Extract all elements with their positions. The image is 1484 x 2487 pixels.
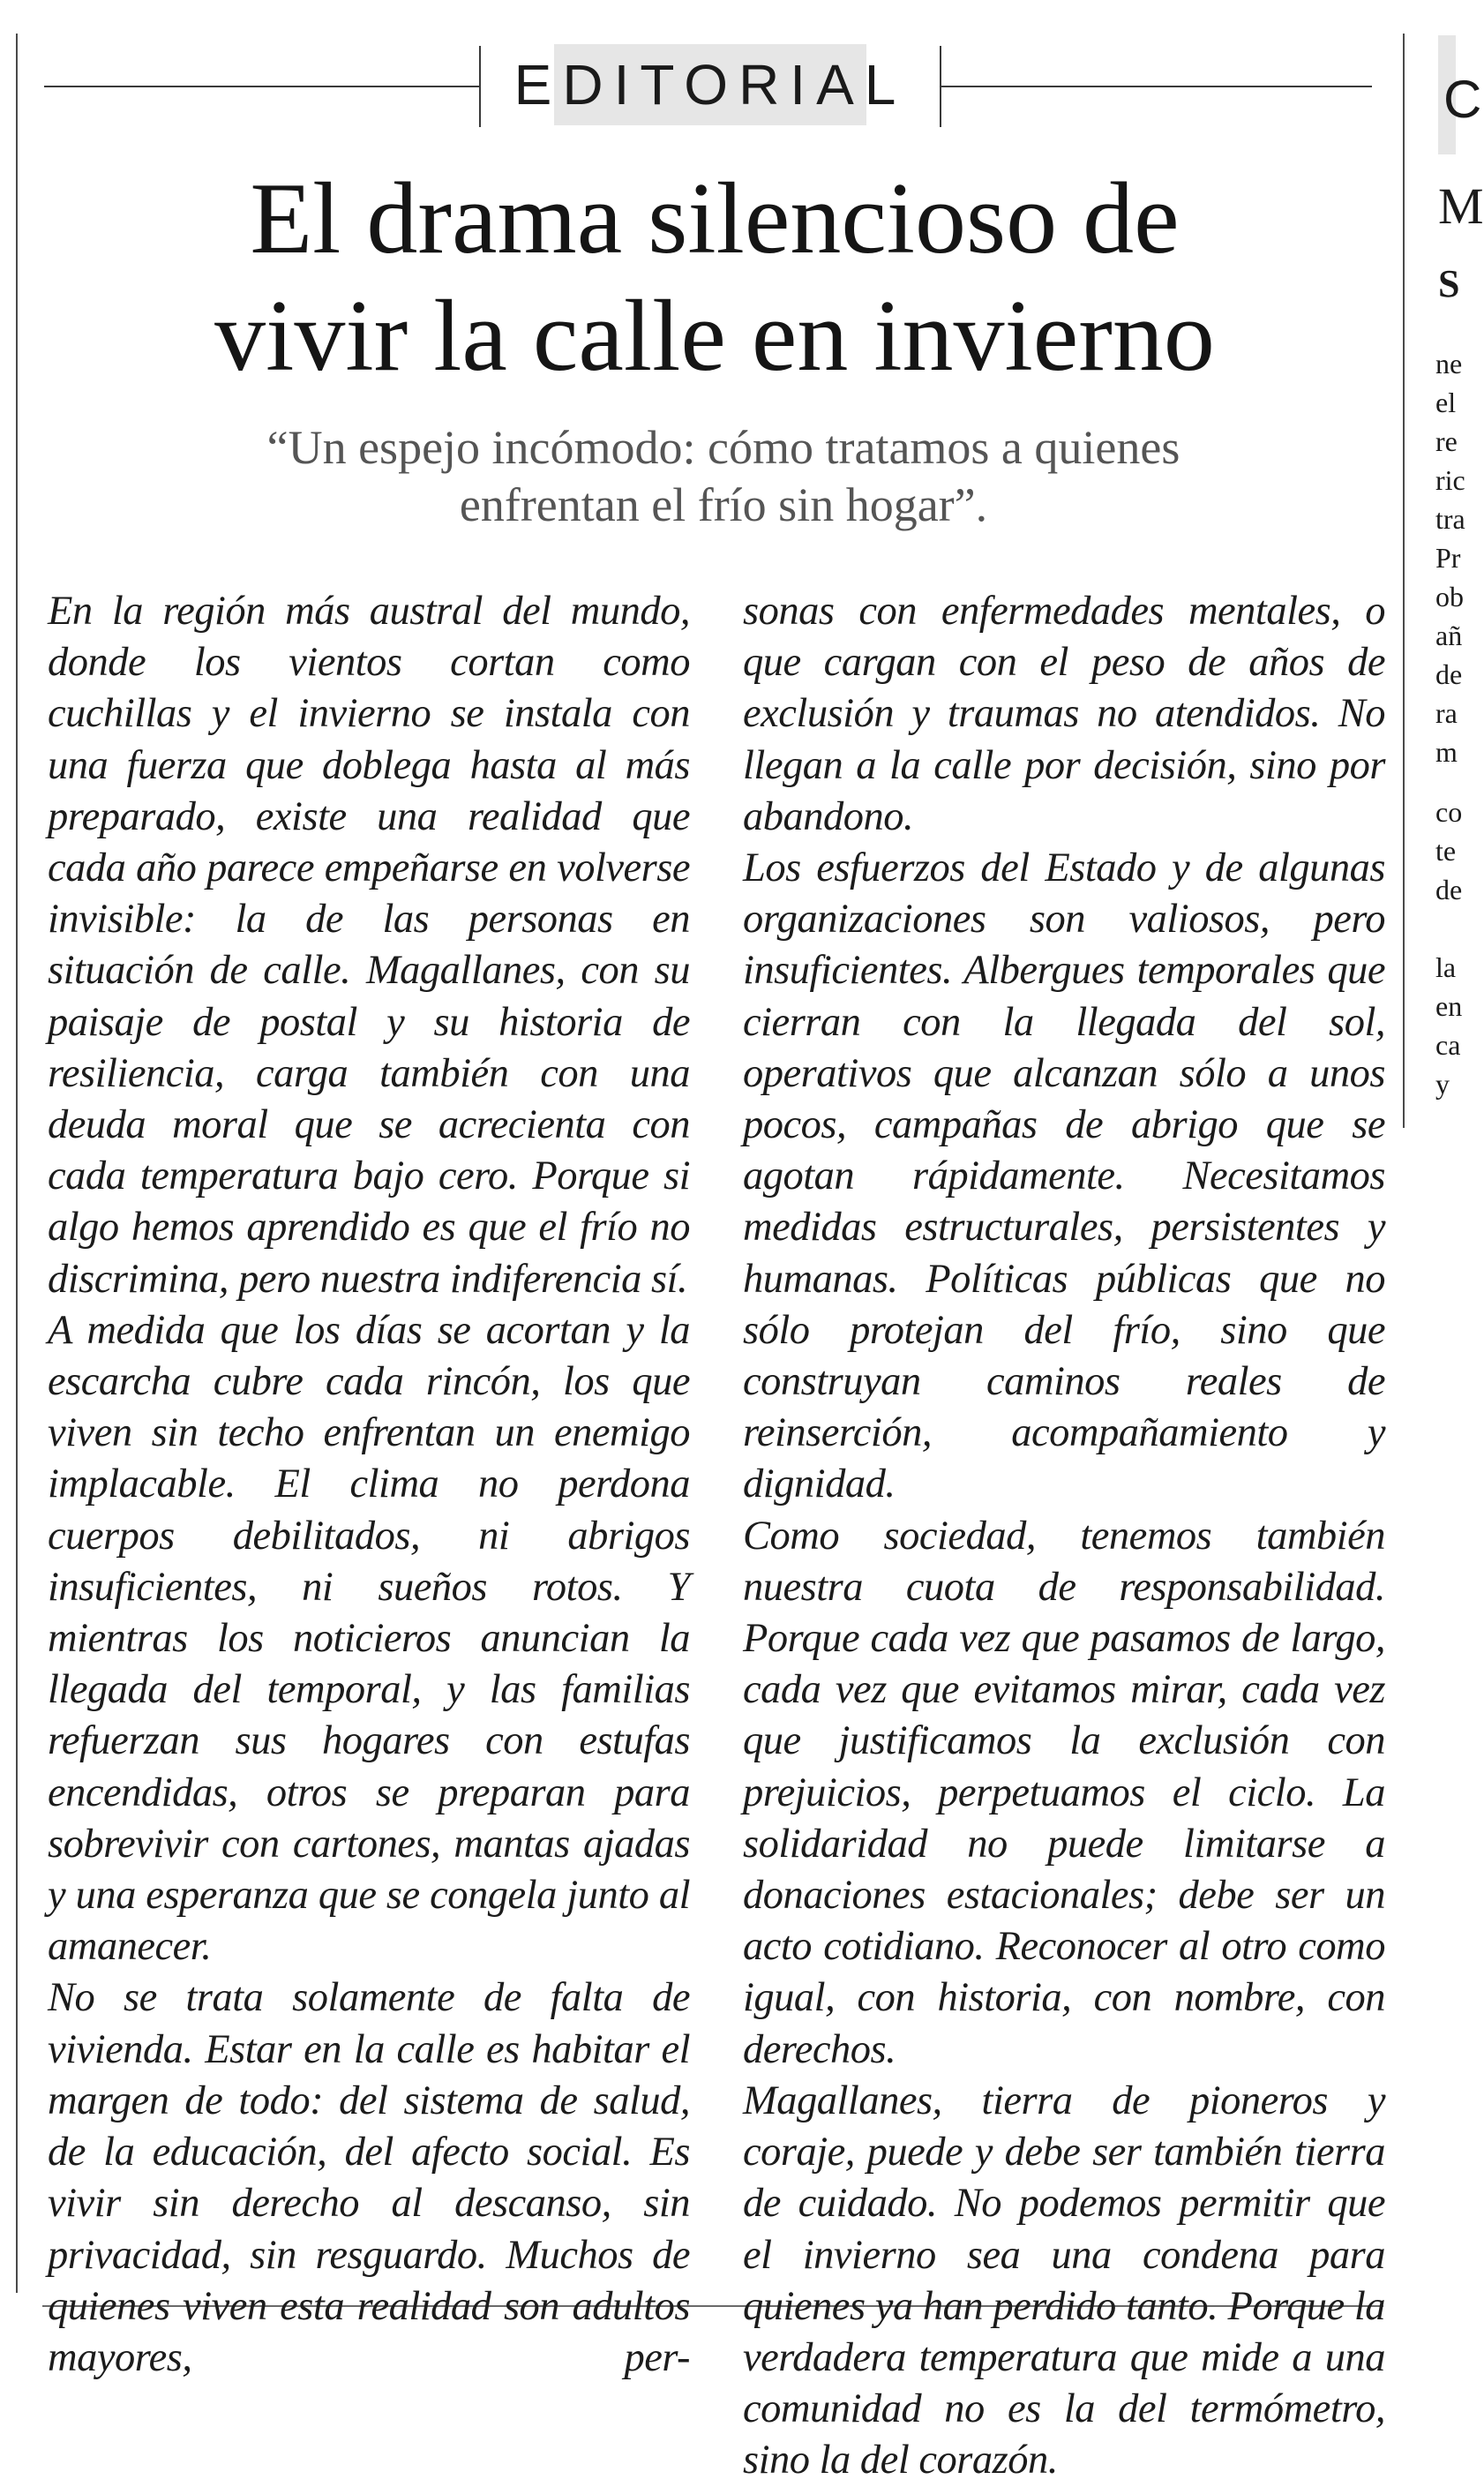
adjacent-text-fragment: co xyxy=(1435,796,1463,828)
subheadline xyxy=(106,419,1341,534)
adjacent-headline-fragment: M xyxy=(1438,177,1484,235)
paragraph: sonas con enfermedades mentales, o que cargan con el peso de años de exclusión y traumas no atendidos. No llegan a la calle por decisión, sino por abandono. xyxy=(743,589,1385,839)
adjacent-text-fragment: la xyxy=(1435,951,1457,983)
adjacent-text-fragment: ra xyxy=(1435,697,1458,729)
adjacent-text-fragment: te xyxy=(1435,835,1457,867)
paragraph: Los esfuerzos del Estado y de algunas organizaciones son valiosos, pero insuficientes. Albergues temporales que cierran con la llegada del sol, operativos que alcanzan sólo a unos pocos, campañas de abrigo que se agotan rápidamente. Necesitamos medidas estructurales, persistentes y humanas. Políticas públicas que no sólo protejan del frío, sino que construyan caminos reales de reinserción, acompañamiento y dignidad. xyxy=(743,845,1385,1507)
header-rule-right xyxy=(940,86,1372,87)
adjacent-text-fragment: de xyxy=(1435,658,1463,690)
paragraph: A medida que los días se acortan y la escarcha cubre cada rincón, los que viven sin techo enfrentan un enemigo implacable. El clima no perdona cuerpos debilitados, ni abrigos insuficientes, ni sueños rotos. Y mientras los noticieros anuncian la llegada del temporal, y las familias refuerzan sus hogares con estufas encendidas, otros se preparan para sobrevivir con cartones, mantas ajadas y una esperanza que se congela junto al amanecer. xyxy=(48,1307,690,1970)
adjacent-text-fragment: de xyxy=(1435,874,1463,905)
section-label: EDITORIAL xyxy=(554,44,866,125)
body-column-2 xyxy=(743,586,1385,2487)
adjacent-text-fragment: ric xyxy=(1435,464,1465,496)
subheadline-line-2: enfrentan el frío sin hogar”. xyxy=(459,478,988,531)
adjacent-text-fragment: ca xyxy=(1435,1029,1461,1061)
adjacent-text-fragment: Pr xyxy=(1435,542,1461,574)
adjacent-subhead-fragment: S xyxy=(1438,262,1460,305)
headline xyxy=(53,161,1376,395)
headline-line-2: vivir la calle en invierno xyxy=(214,280,1215,393)
paragraph: Magallanes, tierra de pioneros y coraje, puede y debe ser también tierra de cuidado. No podemos permitir que el invierno sea una condena para quienes ya han perdido tanto. Porque la verdadera temperatura que mide a una comunidad no es la del termómetro, sino la del corazón. xyxy=(743,2078,1385,2483)
header-rule-left xyxy=(44,86,481,87)
headline-line-1: El drama silencioso de xyxy=(250,162,1180,275)
column-separator-rule xyxy=(1403,34,1405,1128)
adjacent-text-fragment: ob xyxy=(1435,581,1464,612)
adjacent-text-fragment: en xyxy=(1435,990,1463,1022)
paragraph: No se trata solamente de falta de vivienda. Estar en la calle es habitar el margen de todo: del sistema de salud, de la educación, del afecto social. Es vivir sin derecho al descanso, sin privacidad, sin resguardo. Muchos de quienes viven esta realidad son adultos mayores, per- xyxy=(48,1975,690,2380)
adjacent-text-fragment: añ xyxy=(1435,620,1463,651)
paragraph: En la región más austral del mundo, donde los vientos cortan como cuchillas y el invierno se instala con una fuerza que doblega hasta al más preparado, existe una realidad que cada año parece empeñarse en volverse invisible: la de las personas en situación de calle. Magallanes, con su paisaje de postal y su historia de resiliencia, carga también con una deuda moral que se acrecienta con cada temperatura bajo cero. Porque si algo hemos aprendido es que el frío no discrimina, pero nuestra indiferencia sí. xyxy=(48,589,690,1302)
adjacent-text-fragment: el xyxy=(1435,387,1457,418)
header-tick-left xyxy=(479,46,481,127)
adjacent-text-fragment: tra xyxy=(1435,503,1465,535)
adjacent-text-fragment: m xyxy=(1435,736,1458,768)
adjacent-text-fragment: y xyxy=(1435,1068,1450,1100)
paragraph: Como sociedad, tenemos también nuestra cuota de responsabilidad. Porque cada vez que pasamos de largo, cada vez que evitamos mirar, cada vez que justificamos la exclusión con prejuicios, perpetuamos el ciclo. La solidaridad no puede limitarse a donaciones estacionales; debe ser un acto cotidiano. Reconocer al otro como igual, con historia, con nombre, con derechos. xyxy=(743,1513,1385,2072)
adjacent-text-fragment: ne xyxy=(1435,348,1463,379)
left-border-rule xyxy=(16,34,18,2293)
adjacent-section-label: C xyxy=(1438,35,1456,154)
body-column-1 xyxy=(48,586,690,2384)
subheadline-line-1: “Un espejo incómodo: cómo tratamos a quienes xyxy=(266,421,1180,474)
adjacent-text-fragment: re xyxy=(1435,425,1458,457)
